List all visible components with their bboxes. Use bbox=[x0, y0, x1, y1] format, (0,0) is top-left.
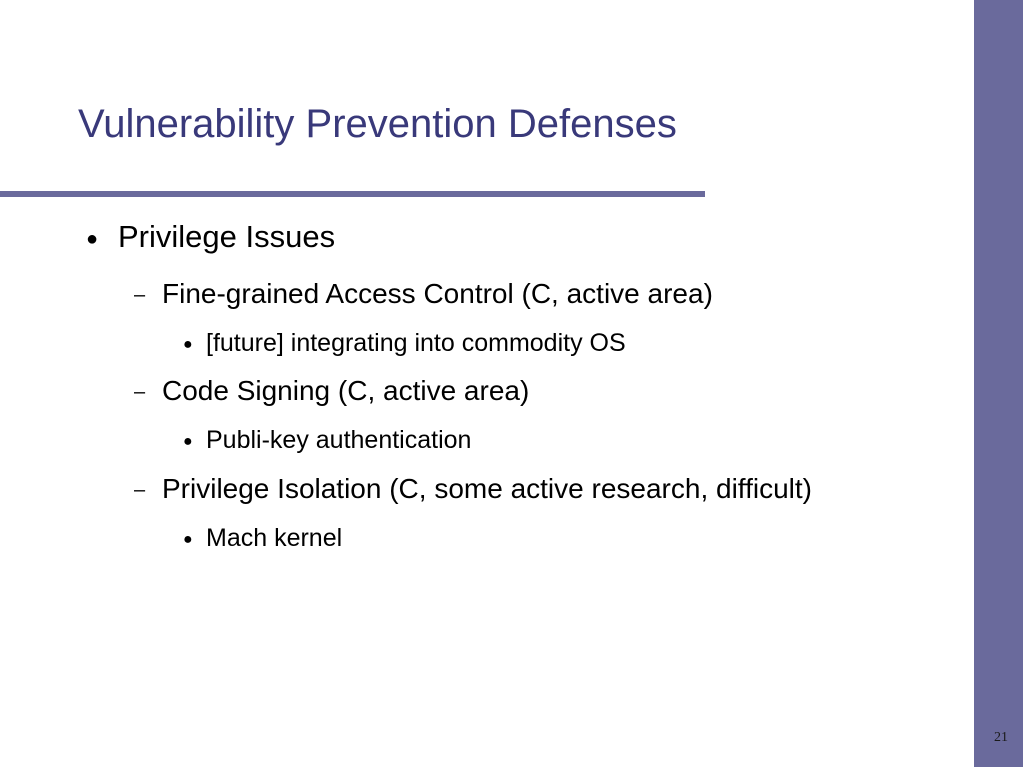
title-underline-rule bbox=[0, 191, 705, 197]
sub-bullet-privilege-isolation: Privilege Isolation (C, some active research, difficult) bbox=[162, 473, 812, 504]
detail-mach-kernel: Mach kernel bbox=[206, 524, 343, 552]
dash-marker: – bbox=[134, 479, 146, 501]
right-accent-bar bbox=[974, 0, 1023, 767]
dash-marker: – bbox=[134, 284, 146, 306]
bullet-marker: ● bbox=[86, 228, 99, 250]
dash-marker: – bbox=[134, 381, 146, 403]
sub-bullet-code-signing: Code Signing (C, active area) bbox=[162, 375, 530, 406]
bullet-marker: ● bbox=[183, 433, 193, 450]
bullet-marker: ● bbox=[183, 336, 193, 353]
sub-bullet-access-control: Fine-grained Access Control (C, active area) bbox=[162, 278, 713, 309]
slide-title: Vulnerability Prevention Defenses bbox=[78, 102, 677, 146]
page-number: 21 bbox=[994, 730, 1008, 745]
detail-public-key: Publi-key authentication bbox=[206, 426, 472, 454]
bullet-privilege-issues: Privilege Issues bbox=[118, 219, 336, 254]
detail-commodity-os: [future] integrating into commodity OS bbox=[206, 329, 626, 357]
bullet-marker: ● bbox=[183, 531, 193, 548]
